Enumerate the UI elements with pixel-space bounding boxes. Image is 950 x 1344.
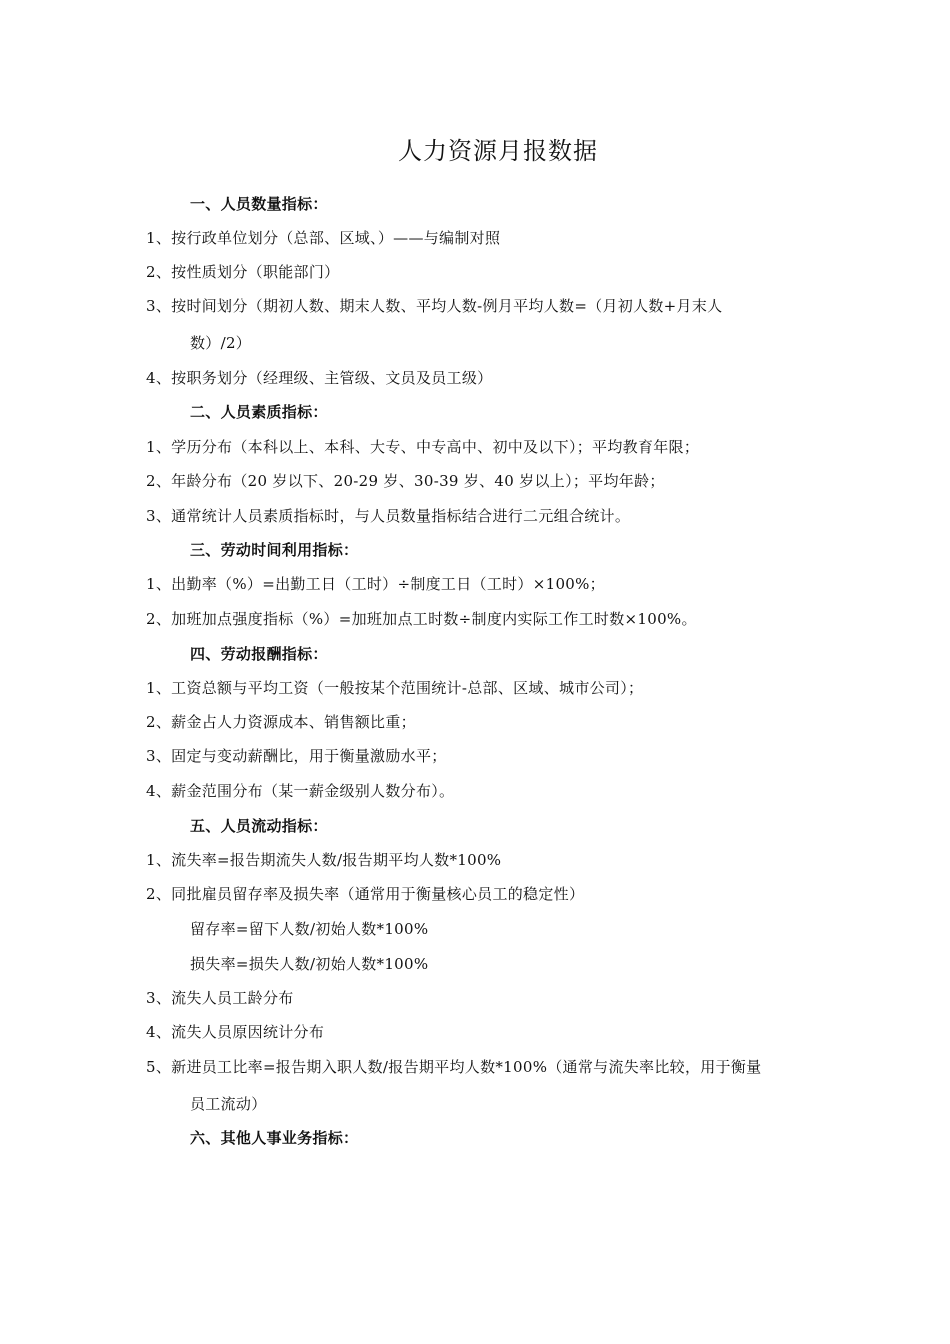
section-heading-4: 四、劳动报酬指标： (190, 645, 328, 663)
list-item: 1、流失率=报告期流失人数/报告期平均人数*100% (146, 851, 502, 869)
list-item: 2、按性质划分（职能部门） (146, 263, 340, 281)
list-item: 4、按职务划分（经理级、主管级、文员及员工级） (146, 369, 493, 387)
list-item: 3、通常统计人员素质指标时，与人员数量指标结合进行二元组合统计。 (146, 507, 631, 525)
section-heading-6: 六、其他人事业务指标： (190, 1129, 359, 1147)
list-item: 3、固定与变动薪酬比，用于衡量激励水平； (146, 747, 447, 765)
section-heading-1: 一、人员数量指标： (190, 195, 328, 213)
section-heading-5: 五、人员流动指标： (190, 817, 328, 835)
formula-line: 损失率=损失人数/初始人数*100% (190, 955, 429, 973)
list-item-continuation: 员工流动） (190, 1095, 267, 1113)
list-item: 3、流失人员工龄分布 (146, 989, 294, 1007)
list-item: 2、薪金占人力资源成本、销售额比重； (146, 713, 416, 731)
list-item: 4、流失人员原因统计分布 (146, 1023, 325, 1041)
list-item: 2、年龄分布（20 岁以下、20-29 岁、30-39 岁、40 岁以上）；平均年龄； (146, 472, 665, 490)
list-item: 2、同批雇员留存率及损失率（通常用于衡量核心员工的稳定性） (146, 885, 585, 903)
list-item: 4、薪金范围分布（某一薪金级别人数分布）。 (146, 782, 455, 800)
section-heading-2: 二、人员素质指标： (190, 403, 328, 421)
list-item: 1、按行政单位划分（总部、区域、）——与编制对照 (146, 229, 501, 247)
list-item: 5、新进员工比率=报告期入职人数/报告期平均人数*100%（通常与流失率比较，用于衡量 (146, 1058, 762, 1076)
list-item: 1、出勤率（%）=出勤工日（工时）÷制度工日（工时）×100%； (146, 575, 605, 593)
page-title: 人力资源月报数据 (398, 137, 598, 165)
section-heading-3: 三、劳动时间利用指标： (190, 541, 359, 559)
list-item: 2、加班加点强度指标（%）=加班加点工时数÷制度内实际工作工时数×100%。 (146, 610, 697, 628)
formula-line: 留存率=留下人数/初始人数*100% (190, 920, 429, 938)
list-item-continuation: 数）/2） (190, 334, 252, 352)
list-item: 3、按时间划分（期初人数、期末人数、平均人数-例月平均人数=（月初人数+月末人 (146, 297, 723, 315)
list-item: 1、工资总额与平均工资（一般按某个范围统计-总部、区域、城市公司）； (146, 679, 644, 697)
list-item: 1、学历分布（本科以上、本科、大专、中专高中、初中及以下）；平均教育年限； (146, 438, 700, 456)
